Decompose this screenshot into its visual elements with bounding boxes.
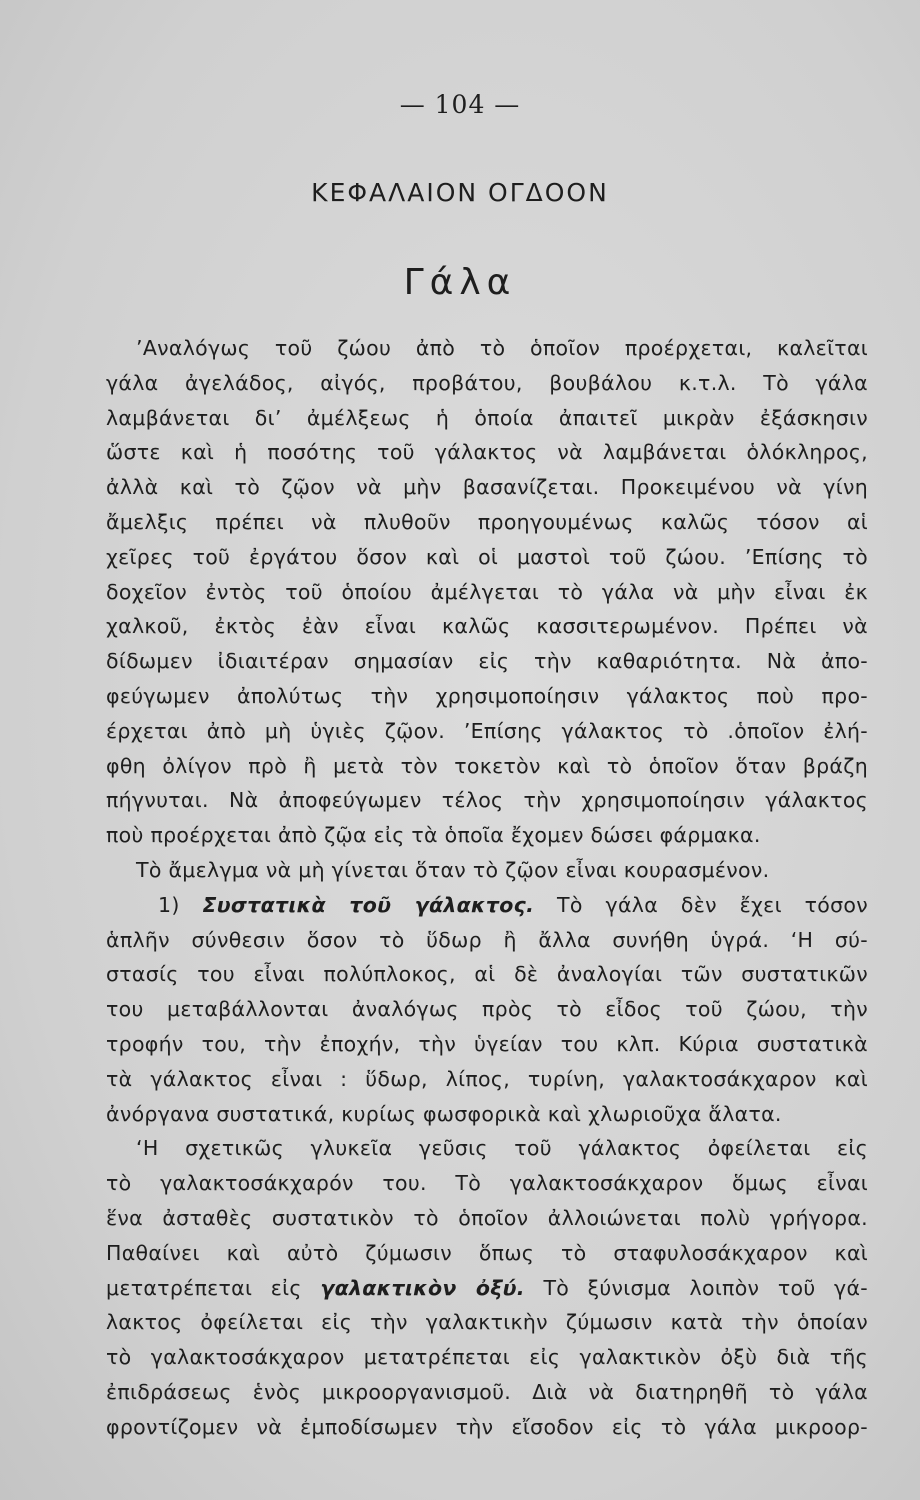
text-line: φθη ὀλίγον πρὸ ἢ μετὰ τὸν τοκετὸν καὶ τὸ ὁποῖον ὅταν βράζη [106,753,868,778]
text-line: δοχεῖον ἐντὸς τοῦ ὁποίου ἀμέλγεται τὸ γάλα νὰ μὴν εἶναι ἐκ [106,579,868,604]
text-line: του μεταβάλλονται ἀναλόγως πρὸς τὸ εἶδος τοῦ ζώου, τὴν [106,997,868,1022]
text-line: χαλκοῦ, ἐκτὸς ἐὰν εἶναι καλῶς κασσιτερωμένον. Πρέπει νὰ [106,614,868,639]
text-line: γάλα ἀγελάδος, αἰγός, προβάτου, βουβάλου κ.τ.λ. Τὸ γάλα [106,370,868,395]
text-line: στασίς του εἶναι πολύπλοκος, αἱ δὲ ἀναλογίαι τῶν συστατικῶν [106,962,868,987]
body-text [106,331,868,1445]
section-1-first-line-rest: Τὸ γάλα δὲν ἔχει τόσον [557,892,869,917]
text-line: ἀνόργανα συστατικά, κυρίως φωσφορικὰ καὶ χλωριοῦχα ἅλατα. [106,1101,782,1126]
text-line: ἕνα ἀσταθὲς συστατικὸν τὸ ὁποῖον ἀλλοιώνεται πολὺ γρήγορα. [106,1205,868,1230]
text-line: λαμβάνεται δι’ ἀμέλξεως ἡ ὁποία ἀπαιτεῖ μικρὰν ἐξάσκησιν [106,405,868,430]
text-line: ‘Η σχετικῶς γλυκεῖα γεῦσις τοῦ γάλακτος ὀφείλεται εἰς [136,1136,868,1161]
page-number: — 104 — [399,90,521,119]
paragraph-2 [106,853,868,888]
text-line: ἄμελξις πρέπει νὰ πλυθοῦν προηγουμένως καλῶς τόσον αἱ [106,509,868,534]
section-1-heading: Συστατικὰ τοῦ γάλακτος. [202,892,535,917]
text-line: τὸ γαλακτοσάκχαρόν του. Τὸ γαλακτοσάκχαρον ὅμως εἶναι [106,1171,868,1196]
text-line: λακτος ὀφείλεται εἰς τὴν γαλακτικὴν ζύμωσιν κατὰ τὴν ὁποίαν [106,1310,868,1335]
paragraph-3-lines-after [106,1305,868,1444]
text-line: ποὺ προέρχεται ἀπὸ ζῷα εἰς τὰ ὁποῖα ἔχομεν δώσει φάρμακα. [106,823,761,848]
text-line: φροντίζομεν νὰ ἐμποδίσωμεν τὴν εἴσοδον εἰς τὸ γάλα μικροορ- [106,1414,868,1439]
text-line: πήγνυται. Νὰ ἀποφεύγωμεν τέλος τὴν χρησιμοποίησιν γάλακτος [106,788,868,813]
text-line: Παθαίνει καὶ αὐτὸ ζύμωσιν ὅπως τὸ σταφυλοσάκχαρον καὶ [106,1240,868,1265]
paragraph-3 [106,1131,868,1444]
section-title: Γάλα [403,262,517,303]
text-line: τροφήν του, τὴν ἐποχήν, τὴν ὑγείαν του κλπ. Κύρια συστατικὰ [106,1031,868,1056]
chapter-heading: ΚΕΦΑΛΑΙΟΝ ΟΓΔΟΟΝ [311,178,609,207]
text-line: έρχεται ἀπὸ μὴ ὑγιὲς ζῷον. ’Επίσης γάλακτος τὸ .ὁποῖον ἐλή- [106,718,868,743]
text-line: τὸ γαλακτοσάκχαρον μετατρέπεται εἰς γαλακτικὸν ὀξὺ διὰ τῆς [106,1345,868,1370]
section-1-number: 1) [158,892,180,917]
paragraph-3-lines-before [106,1131,868,1270]
text-line: ’Αναλόγως τοῦ ζώου ἀπὸ τὸ ὁποῖον προέρχεται, καλεῖται [136,336,868,360]
emph-line-start: μετατρέπεται εἰς [106,1275,302,1300]
text-line: ἀλλὰ καὶ τὸ ζῷον νὰ μὴν βασανίζεται. Προκειμένου νὰ γίνη [106,475,868,500]
emph-term: γαλακτικὸν ὀξύ. [320,1275,525,1300]
section-1 [106,888,868,1132]
paragraph-1 [106,331,868,853]
text-line: φεύγωμεν ἀπολύτως τὴν χρησιμοποίησιν γάλακτος ποὺ προ- [106,683,868,708]
emph-line-end: Τὸ ξύνισμα λοιπὸν τοῦ γά- [543,1275,868,1300]
text-line: τὰ γάλακτος εἶναι : ὕδωρ, λίπος, τυρίνη, γαλακτοσάκχαρον καὶ [106,1066,868,1091]
text-line: δίδωμεν ἰδιαιτέραν σημασίαν εἰς τὴν καθαριότητα. Νὰ ἀπο- [106,649,868,674]
text-line: χεῖρες τοῦ ἐργάτου ὅσον καὶ οἱ μαστοὶ τοῦ ζώου. ’Επίσης τὸ [106,544,868,569]
text-line: ἁπλῆν σύνθεσιν ὅσον τὸ ὕδωρ ἢ ἄλλα συνήθη ὑγρά. ‘Η σύ- [106,927,868,952]
section-1-first-line [106,888,868,923]
text-line: ὥστε καὶ ἡ ποσότης τοῦ γάλακτος νὰ λαμβάνεται ὁλόκληρος, [106,440,868,465]
text-line: Τὸ ἄμελγμα νὰ μὴ γίνεται ὅταν τὸ ζῷον εἶναι κουρασμένον. [136,857,770,882]
text-line: ἐπιδράσεως ἑνὸς μικροοργανισμοῦ. Διὰ νὰ διατηρηθῆ τὸ γάλα [106,1379,868,1404]
paragraph-3-emph-line [106,1271,868,1306]
